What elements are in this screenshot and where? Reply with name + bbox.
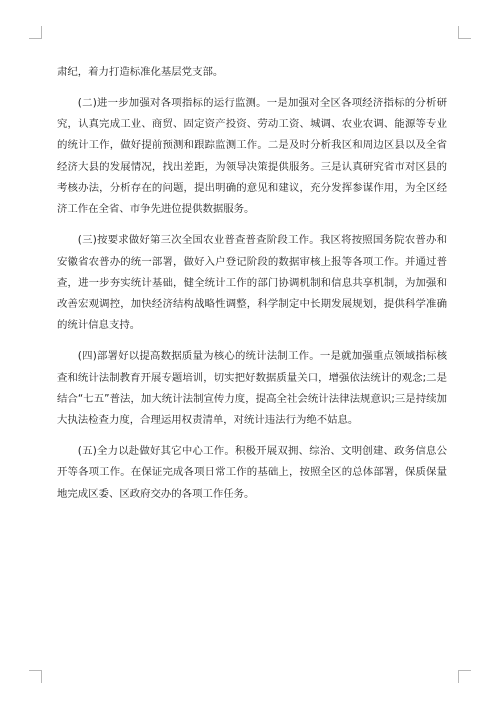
paragraph-statistical-law: (四)部署好以提高数据质量为核心的统计法制工作。一是就加强重点领域指标核查和统计法制教育开展专题培训，切实把好数据质量关口，增强依法统计的观念;二是结合“七五”普法，加大统计法制宣传力度，提高全社会统计法律法规意识;三是持续加大执法检查力度，合理运用权责清单，对统计违法行为绝不姑息。 <box>57 350 447 427</box>
crop-mark-top-right <box>458 26 471 39</box>
paragraph-indicator-monitoring: (二)进一步加强对各项指标的运行监测。一是加强对全区各项经济指标的分析研究，认真完成工业、商贸、固定资产投资、劳动工资、城调、农业农调、能源等专业的统计工作，做好提前预测和跟踪监测工作。二是及时分析我区和周边区县以及全省经济大县的发展情况，找出差距，为领导决策提供服务。三是认真研究省市对区县的考核办法，分析存在的问题，提出明确的意见和建议，充分发挥参谋作用，为全区经济工作在全省、市争先进位提供数据服务。 <box>57 96 447 216</box>
crop-mark-bottom-left <box>29 670 42 683</box>
crop-mark-bottom-right <box>458 670 471 683</box>
paragraph-agricultural-census: (三)按要求做好第三次全国农业普查普查阶段工作。我区将按照国务院农普办和安徽省农普办的统一部署，做好入户登记阶段的数据审核上报等各项工作。并通过普查，进一步夯实统计基础，健全统计工作的部门协调机制和信息共享机制，为加强和改善宏观调控，加快经济结构战略性调整，科学制定中长期发展规划，提供科学准确的统计信息支持。 <box>57 234 447 332</box>
document-body <box>57 62 447 515</box>
crop-mark-top-left <box>29 26 42 39</box>
paragraph-other-work: (五)全力以赴做好其它中心工作。积极开展双拥、综治、文明创建、政务信息公开等各项工作。在保证完成各项日常工作的基础上，按照全区的总体部署，保质保量地完成区委、区政府交办的各项工作任务。 <box>57 445 447 500</box>
paragraph-continuation: 肃纪，着力打造标准化基层党支部。 <box>57 66 224 78</box>
